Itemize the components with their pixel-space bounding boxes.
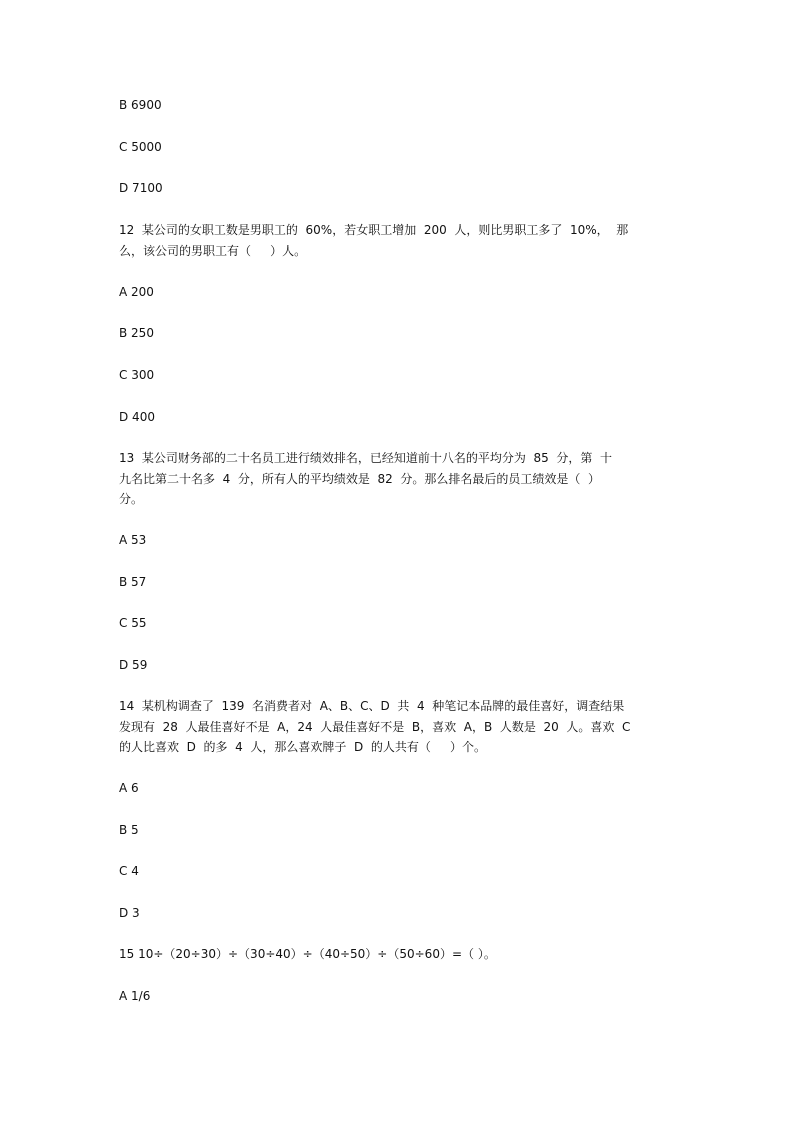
option-a-q14: A 6 [119, 781, 139, 795]
question-13-line-1: 13 某公司财务部的二十名员工进行绩效排名，已经知道前十八名的平均分为 85 分，第 十 [119, 451, 613, 465]
option-c-q12: C 300 [119, 368, 155, 382]
option-d-q12: D 400 [119, 410, 155, 424]
question-15: 15 10÷（20÷30）÷（30÷40）÷（40÷50）÷（50÷60）=（ ）。 [119, 947, 496, 961]
question-14-line-2: 发现有 28 人最佳喜好不是 A，24 人最佳喜好不是 B，喜欢 A，B 人数是 20 人。喜欢 C [119, 720, 631, 734]
option-b-q11: B 6900 [119, 98, 162, 112]
option-c-q13: C 55 [119, 616, 147, 630]
question-12-line-1: 12 某公司的女职工数是男职工的 60%，若女职工增加 200 人，则比男职工多了 10%， 那 [119, 223, 629, 237]
question-13-line-2: 九名比第二十名多 4 分，所有人的平均绩效是 82 分。那么排名最后的员工绩效是（ ） [119, 472, 601, 486]
question-14-line-1: 14 某机构调查了 139 名消费者对 A、B、C、D 共 4 种笔记本品牌的最佳喜好，调查结果 [119, 699, 625, 713]
option-a-q13: A 53 [119, 533, 147, 547]
option-d-q11: D 7100 [119, 181, 163, 195]
question-14-line-3: 的人比喜欢 D 的多 4 人，那么喜欢牌子 D 的人共有（ ）个。 [119, 740, 486, 754]
option-a-q15: A 1/6 [119, 989, 151, 1003]
option-c-q14: C 4 [119, 864, 139, 878]
option-d-q13: D 59 [119, 658, 148, 672]
question-12-line-2: 么，该公司的男职工有（ ）人。 [119, 244, 307, 258]
option-b-q12: B 250 [119, 326, 154, 340]
option-b-q14: B 5 [119, 823, 139, 837]
option-a-q12: A 200 [119, 285, 154, 299]
question-13-line-3: 分。 [119, 492, 144, 506]
option-b-q13: B 57 [119, 575, 147, 589]
option-d-q14: D 3 [119, 906, 140, 920]
option-c-q11: C 5000 [119, 140, 162, 154]
